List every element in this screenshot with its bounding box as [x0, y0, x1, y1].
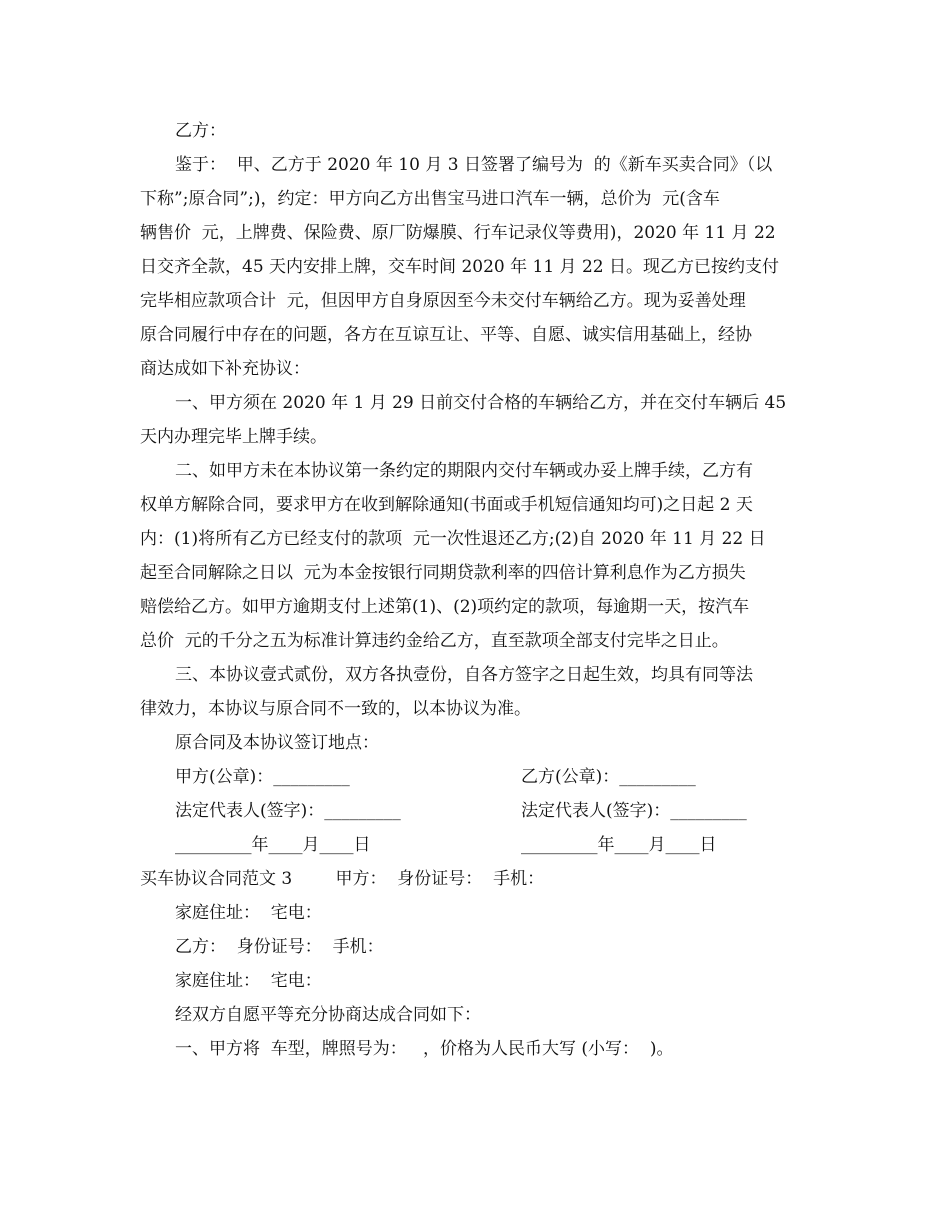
party-b-date: _________年____月____日: [521, 835, 717, 855]
paragraph-line: 赔偿给乙方。如甲方逾期支付上述第(1)、(2)项约定的款项，每逾期一天，按汽车: [140, 597, 750, 617]
paragraph-line: 鉴于： 甲、乙方于 2020 年 10 月 3 日签署了编号为 的《新车买卖合同》（以: [175, 155, 773, 175]
party-b-seal: 乙方(公章)：_________: [521, 767, 696, 787]
signing-place: 原合同及本协议签订地点：: [175, 733, 379, 753]
party-b-heading: 乙方：: [175, 121, 226, 141]
paragraph-line: 三、本协议壹式贰份，双方各执壹份，自各方签字之日起生效，均具有同等法: [175, 665, 753, 685]
party-b-representative: 法定代表人(签字)：_________: [521, 801, 747, 821]
sale-clause-1: 一、甲方将 车型，牌照号为： ，价格为人民币大写 (小写： )。: [175, 1039, 674, 1059]
paragraph-line: 商达成如下补充协议：: [140, 359, 310, 379]
party-a-seal: 甲方(公章)：_________: [175, 767, 350, 787]
paragraph-line: 内：(1)将所有乙方已经支付的款项 元一次性退还乙方;(2)自 2020 年 11 月 22 日: [140, 529, 766, 549]
party-a-representative: 法定代表人(签字)：_________: [175, 801, 401, 821]
sample-3-title-line: 买车协议合同范文 3 甲方： 身份证号： 手机：: [140, 869, 545, 889]
party-a-date: _________年____月____日: [175, 835, 371, 855]
paragraph-line: 天内办理完毕上牌手续。: [140, 427, 327, 447]
paragraph-line: 下称”;原合同”;)，约定：甲方向乙方出售宝马进口汽车一辆，总价为 元(含车: [140, 189, 720, 209]
paragraph-line: 律效力，本协议与原合同不一致的，以本协议为准。: [140, 699, 531, 719]
paragraph-line: 起至合同解除之日以 元为本金按银行同期贷款利率的四倍计算利息作为乙方损失: [140, 563, 746, 583]
paragraph-line: 完毕相应款项合计 元，但因甲方自身原因至今未交付车辆给乙方。现为妥善处理: [140, 291, 746, 311]
consensus-statement: 经双方自愿平等充分协商达成合同如下：: [175, 1005, 481, 1025]
party-b-address: 家庭住址： 宅电：: [175, 971, 322, 991]
paragraph-line: 权单方解除合同，要求甲方在收到解除通知(书面或手机短信通知均可)之日起 2 天: [140, 495, 753, 515]
paragraph-line: 辆售价 元，上牌费、保险费、原厂防爆膜、行车记录仪等费用)，2020 年 11 月 22: [140, 223, 776, 243]
paragraph-line: 一、甲方须在 2020 年 1 月 29 日前交付合格的车辆给乙方，并在交付车辆后 45: [175, 393, 787, 413]
paragraph-line: 总价 元的千分之五为标准计算违约金给乙方，直至款项全部支付完毕之日止。: [140, 631, 729, 651]
paragraph-line: 日交齐全款，45 天内安排上牌，交车时间 2020 年 11 月 22 日。现乙方已按约支付: [140, 257, 779, 277]
paragraph-line: 二、如甲方未在本协议第一条约定的期限内交付车辆或办妥上牌手续，乙方有: [175, 461, 753, 481]
paragraph-line: 原合同履行中存在的问题，各方在互谅互让、平等、自愿、诚实信用基础上，经协: [140, 325, 752, 345]
party-a-address: 家庭住址： 宅电：: [175, 903, 322, 923]
party-b-info: 乙方： 身份证号： 手机：: [175, 937, 384, 957]
